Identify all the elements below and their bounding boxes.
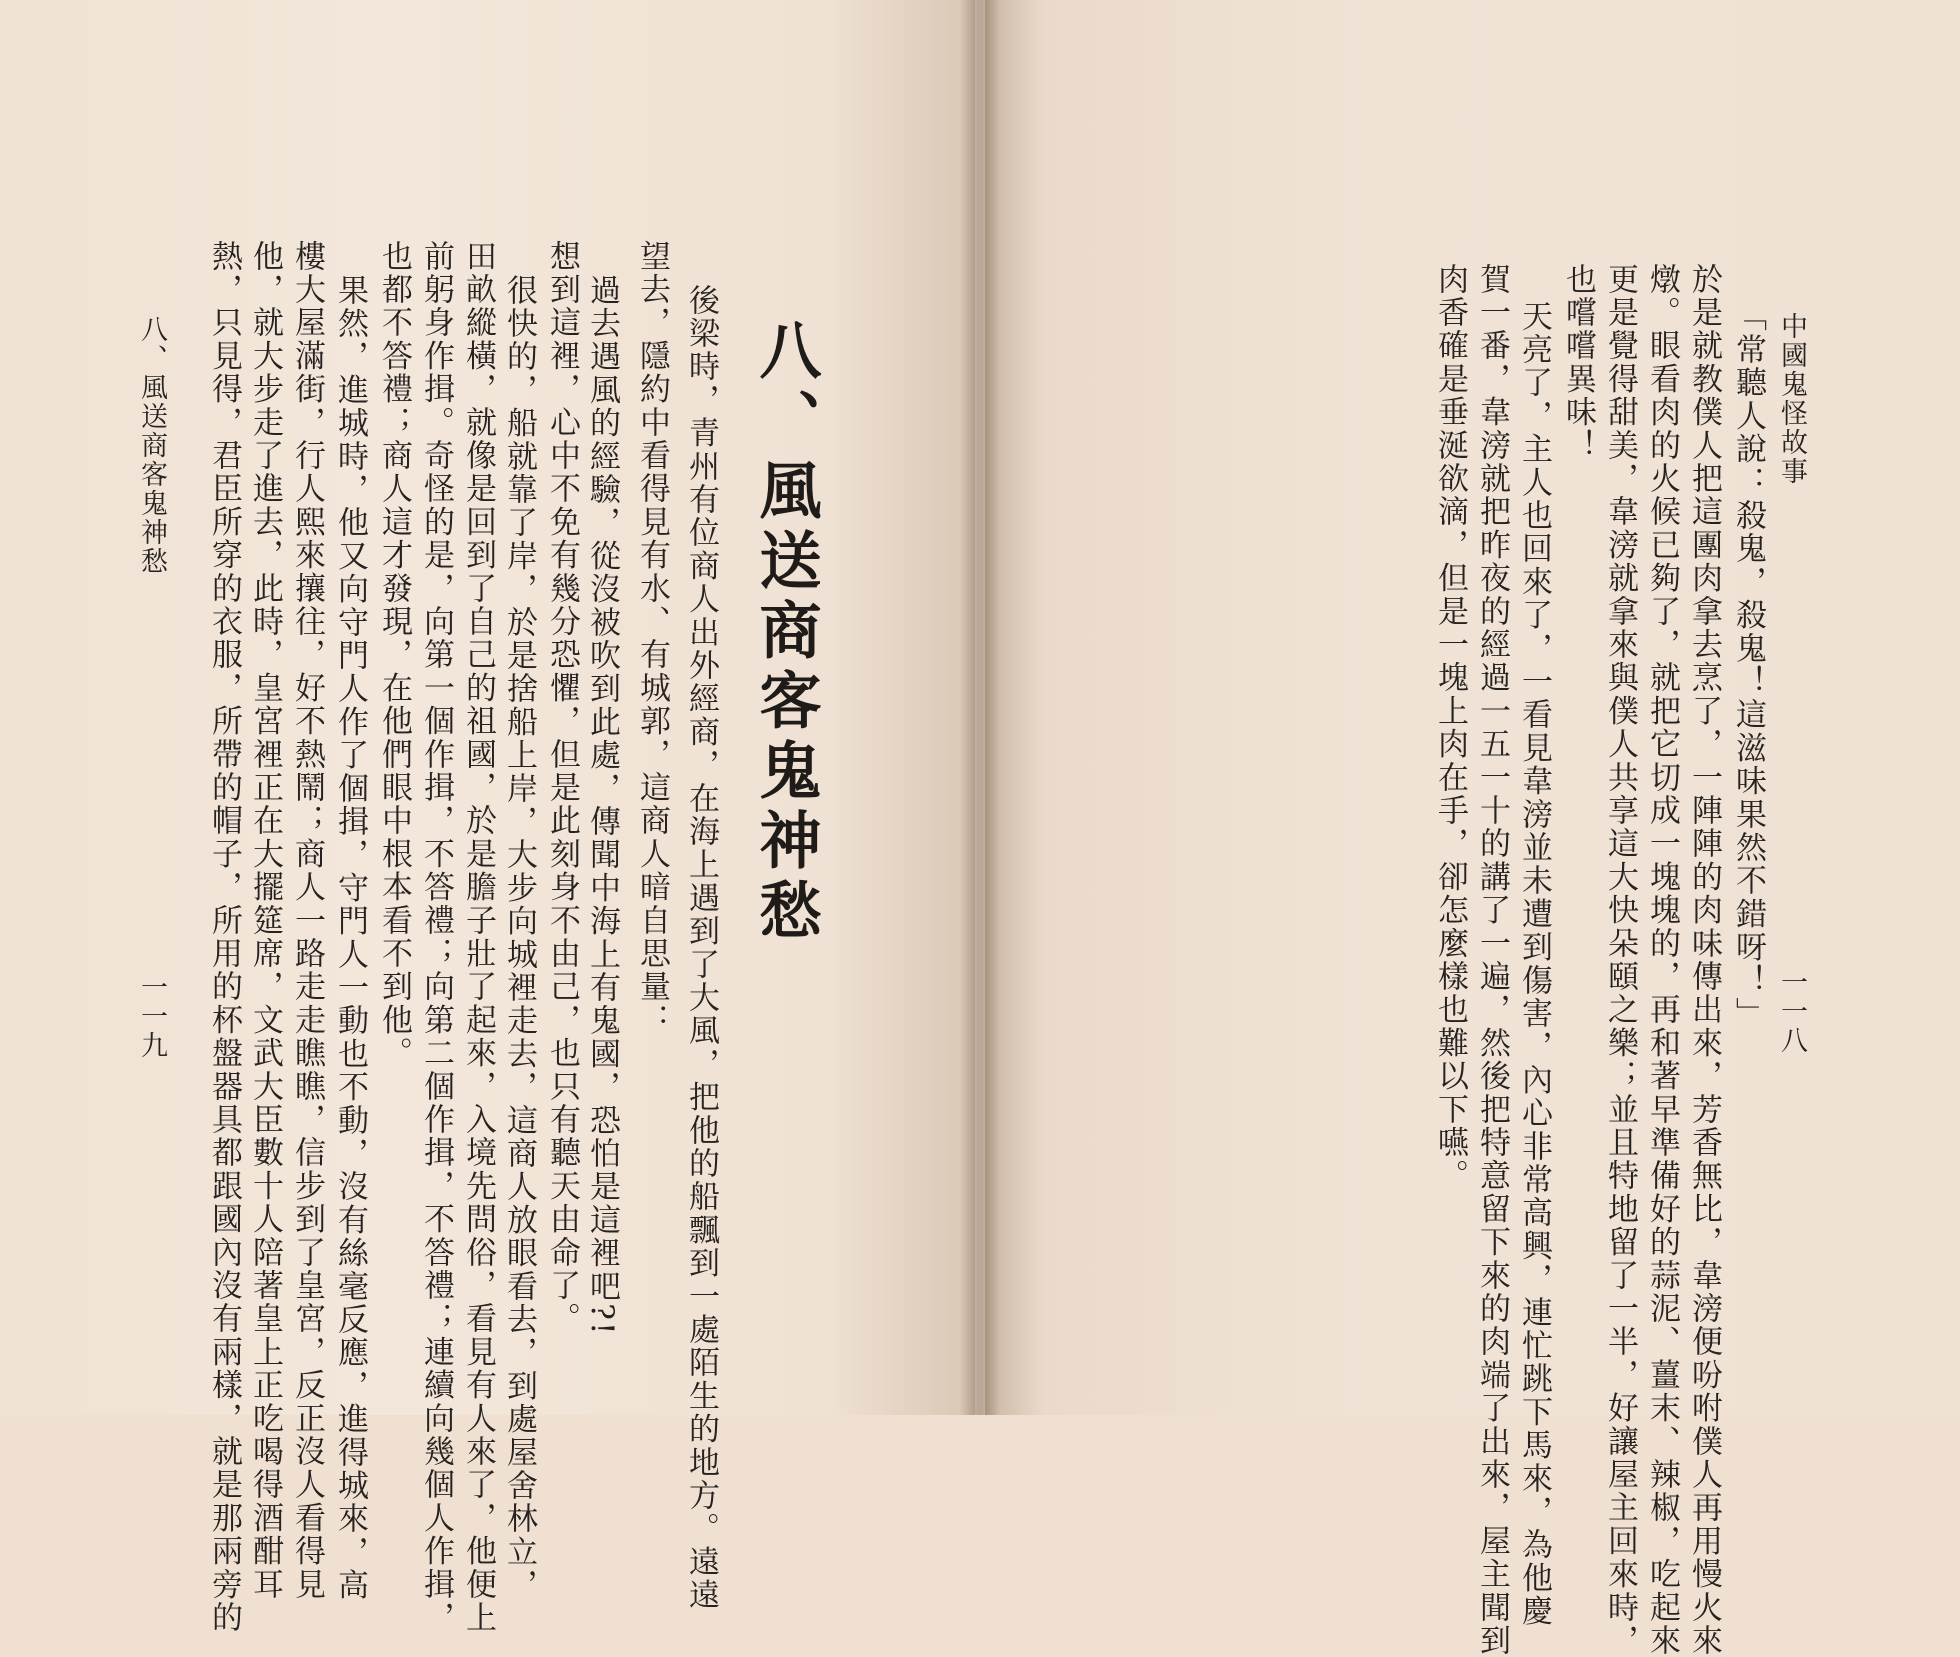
right-page bbox=[985, 0, 1960, 1415]
text-column: 他，就大步走了進去，此時，皇宮裡正在大擺筵席，文武大臣數十人陪著皇上正吃喝得酒酣耳 bbox=[247, 240, 283, 1602]
text-column: 燉。眼看肉的火候已夠了，就把它切成一塊塊的，再和著早準備好的蒜泥、薑末、辣椒，吃起來 bbox=[1644, 263, 1680, 1657]
text-column: 前躬身作揖。奇怪的是，向第一個作揖，不答禮；向第二個作揖，不答禮；連續向幾個人作揖， bbox=[418, 240, 454, 1635]
chapter-title: 八、風送商客鬼神愁 bbox=[749, 318, 822, 948]
page-number: 一一九 bbox=[136, 973, 167, 1060]
page-number: 一一八 bbox=[1776, 968, 1807, 1055]
running-header: 中國鬼怪故事 bbox=[1776, 312, 1807, 486]
text-column: 果然，進城時，他又向守門人作了個揖，守門人一動也不動，沒有絲毫反應，進得城來，高 bbox=[332, 274, 368, 1602]
text-column: 天亮了，主人也回來了，一看見韋滂並未遭到傷害，內心非常高興，連忙跳下馬來，為他慶 bbox=[1516, 300, 1552, 1628]
text-column: 田畝縱橫，就像是回到了自己的祖國，於是膽子壯了起來，入境先問俗，看見有人來了，他便上 bbox=[460, 240, 496, 1635]
text-column: 過去遇風的經驗，從沒被吹到此處，傳聞中海上有鬼國，恐怕是這裡吧?! bbox=[584, 274, 620, 1337]
text-column: 賀一番，韋滂就把昨夜的經過一五一十的講了一遍，然後把特意留下來的肉端了出來，屋主聞到 bbox=[1474, 263, 1510, 1657]
text-column: 樓大屋滿街，行人熙來攘往，好不熱鬧；商人一路走走瞧瞧，信步到了皇宮，反正沒人看得見 bbox=[289, 240, 325, 1602]
text-column: 望去，隱約中看得見有水、有城郭，這商人暗自思量： bbox=[634, 240, 670, 1037]
running-footer: 八、風送商客鬼神愁 bbox=[136, 315, 167, 576]
text-column: 「常聽人說：殺鬼，殺鬼！這滋味果然不錯呀！」 bbox=[1730, 300, 1766, 1031]
text-column: 後梁時，青州有位商人出外經商，在海上遇到了大風，把他的船飄到一處陌生的地方。遠遠 bbox=[683, 284, 719, 1612]
text-column: 更是覺得甜美，韋滂就拿來與僕人共享這大快朵頤之樂；並且特地留了一半，好讓屋主回來時， bbox=[1602, 263, 1638, 1657]
text-column: 肉香確是垂涎欲滴，但是一塊上肉在手，卻怎麼樣也難以下嚥。 bbox=[1432, 263, 1468, 1193]
book-gutter bbox=[960, 0, 1000, 1415]
text-column: 熱，只見得，君臣所穿的衣服，所帶的帽子，所用的杯盤器具都跟國內沒有兩樣，就是那兩旁的 bbox=[206, 240, 242, 1635]
text-column: 很快的，船就靠了岸，於是捨船上岸，大步向城裡走去，這商人放眼看去，到處屋舍林立， bbox=[501, 274, 537, 1602]
text-column: 也嚐嚐異味！ bbox=[1560, 263, 1596, 463]
text-column: 於是就教僕人把這團肉拿去烹了，一陣陣的肉味傳出來，芳香無比，韋滂便吩咐僕人再用慢火來 bbox=[1686, 263, 1722, 1657]
text-column: 想到這裡，心中不免有幾分恐懼，但是此刻身不由己，也只有聽天由命了。 bbox=[544, 240, 580, 1336]
text-column: 也都不答禮；商人這才發現，在他們眼中根本看不到他。 bbox=[376, 240, 412, 1070]
